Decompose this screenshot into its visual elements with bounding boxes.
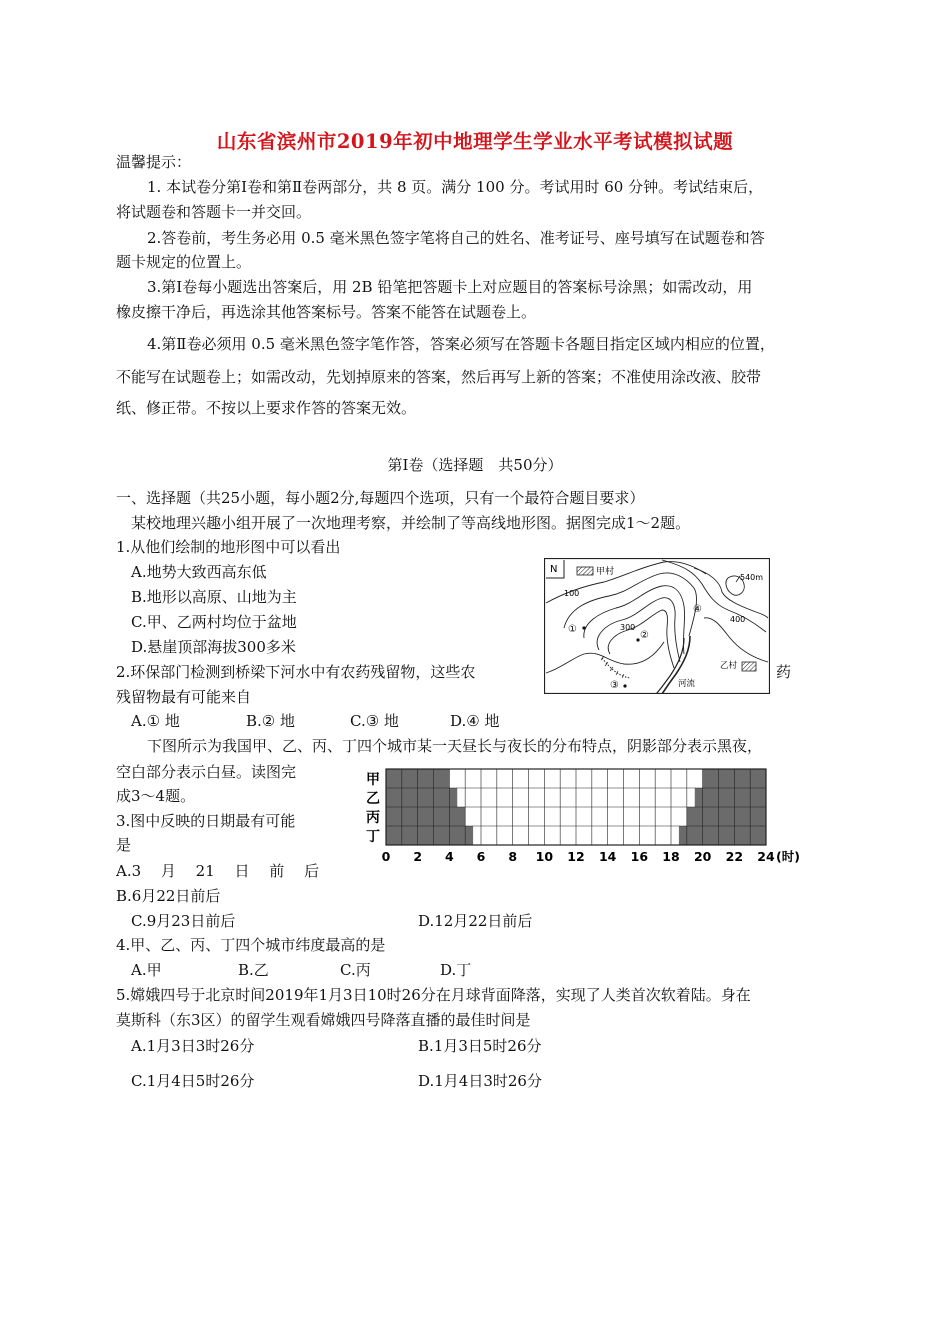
intro-q1-2: 某校地理兴趣小组开展了一次地理考察，并绘制了等高线地形图。据图完成1～2题。 bbox=[131, 514, 691, 532]
contour-100-label: 100 bbox=[564, 589, 580, 598]
q1-option-d: D.悬崖顶部海拔300多米 bbox=[131, 638, 296, 656]
notice-3-line-1: 3.第Ⅰ卷每小题选出答案后，用 2B 铅笔把答题卡上对应题目的答案标号涂黑；如需改动，用 bbox=[147, 278, 753, 296]
intro-q3-4-line-1: 下图所示为我国甲、乙、丙、丁四个城市某一天昼长与夜长的分布特点，阴影部分表示黑夜， bbox=[147, 737, 763, 755]
x-tick-label: 22 bbox=[725, 849, 744, 864]
night-bar-morning-3 bbox=[386, 826, 473, 845]
q3-option-c: C.9月23日前后 bbox=[131, 912, 236, 930]
q1-option-a: A.地势大致西高东低 bbox=[131, 563, 267, 581]
q2-option-a: A.① 地 bbox=[131, 712, 180, 730]
contour-400-label: 400 bbox=[730, 615, 746, 624]
q2-stem-line-2: 残留物最有可能来自 bbox=[116, 688, 252, 706]
night-bar-evening-2 bbox=[687, 807, 766, 826]
day-night-chart bbox=[360, 764, 810, 864]
q1-stem: 1.从他们绘制的地形图中可以看出 bbox=[116, 538, 341, 556]
x-tick-label: 24 bbox=[757, 849, 775, 864]
q3-option-b: B.6月22日前后 bbox=[116, 887, 221, 905]
contour-map bbox=[544, 558, 770, 694]
q5-stem-line-1: 5.嫦娥四号于北京时间2019年1月3日10时26分在月球背面降落，实现了人类首次软着陆。身在 bbox=[116, 986, 751, 1004]
x-tick-label: 16 bbox=[630, 849, 649, 864]
q4-option-b: B.乙 bbox=[238, 961, 269, 979]
point-2-label: ② bbox=[640, 630, 649, 641]
x-tick-label: 6 bbox=[476, 849, 486, 864]
x-tick-label: 18 bbox=[662, 849, 680, 864]
row-label-3: 丁 bbox=[366, 829, 380, 845]
contour-300-label: 300 bbox=[620, 623, 636, 632]
notice-4-line-3: 纸、修正带。不按以上要求作答的答案无效。 bbox=[116, 399, 417, 417]
night-bar-evening-3 bbox=[679, 826, 766, 845]
night-bar-morning-1 bbox=[386, 788, 457, 807]
notice-2-line-1: 2.答卷前，考生务必用 0.5 毫米黑色签字笔将自己的姓名、准考证号、座号填写在试题卷和答 bbox=[147, 229, 765, 247]
q5-option-b: B.1月3日5时26分 bbox=[418, 1037, 542, 1055]
x-tick-label: 4 bbox=[444, 849, 454, 864]
row-label-0: 甲 bbox=[366, 772, 380, 788]
q2-option-c: C.③ 地 bbox=[350, 712, 399, 730]
q4-option-c: C.丙 bbox=[340, 961, 371, 979]
q1-option-c: C.甲、乙两村均位于盆地 bbox=[131, 613, 297, 631]
q4-stem: 4.甲、乙、丙、丁四个城市纬度最高的是 bbox=[116, 936, 386, 954]
x-unit-label: (时) bbox=[776, 849, 800, 864]
north-label: N bbox=[550, 564, 558, 575]
notice-1-line-1: 1. 本试卷分第Ⅰ卷和第Ⅱ卷两部分，共 8 页。满分 100 分。考试用时 60 分钟。考试结束后， bbox=[147, 178, 764, 196]
yi-village-symbol bbox=[742, 662, 756, 671]
jia-village-symbol bbox=[577, 567, 593, 575]
intro-q3-4-line-2: 空白部分表示白昼。读图完 bbox=[116, 763, 297, 781]
jia-village-label: 甲村 bbox=[596, 567, 615, 577]
q5-stem-line-2: 莫斯科（东3区）的留学生观看嫦娥四号降落直播的最佳时间是 bbox=[116, 1011, 531, 1029]
point-1-label: ① bbox=[568, 624, 577, 635]
q1-option-b: B.地形以高原、山地为主 bbox=[131, 588, 297, 606]
yi-village-label: 乙村 bbox=[720, 661, 738, 671]
night-bar-evening-1 bbox=[695, 788, 766, 807]
q2-stem-tail: 药 bbox=[776, 663, 792, 681]
x-tick-label: 20 bbox=[693, 849, 712, 864]
notice-3-line-2: 橡皮擦干净后，再选涂其他答案标号。答案不能答在试题卷上。 bbox=[116, 303, 537, 321]
page-title: 山东省滨州市2019年初中地理学生学业水平考试模拟试题 bbox=[216, 130, 734, 153]
q5-option-d: D.1月4日3时26分 bbox=[418, 1072, 542, 1090]
notice-4-line-2: 不能写在试题卷上；如需改动，先划掉原来的答案，然后再写上新的答案；不准使用涂改液、胶带 bbox=[116, 368, 762, 386]
q4-option-a: A.甲 bbox=[131, 961, 162, 979]
part-one-heading: 一、选择题（共25小题，每小题2分,每题四个选项，只有一个最符合题目要求） bbox=[116, 489, 645, 507]
notice-heading: 温馨提示： bbox=[116, 153, 192, 171]
x-tick-label: 14 bbox=[598, 849, 617, 864]
q5-option-c: C.1月4日5时26分 bbox=[131, 1072, 255, 1090]
point-4-label: ④ bbox=[693, 604, 702, 615]
q3-stem-line-1: 3.图中反映的日期最有可能 bbox=[116, 812, 296, 830]
x-tick-label: 0 bbox=[381, 849, 391, 864]
point-3-label: ③ bbox=[610, 680, 619, 691]
row-label-2: 丙 bbox=[366, 810, 380, 826]
q2-option-b: B.② 地 bbox=[246, 712, 296, 730]
q2-option-d: D.④ 地 bbox=[450, 712, 500, 730]
q3-option-a: A.3 月 21 日 前 后 bbox=[116, 862, 320, 880]
notice-4-line-1: 4.第Ⅱ卷必须用 0.5 毫米黑色签字笔作答，答案必须写在答题卡各题目指定区域内相应的位置， bbox=[147, 335, 775, 353]
notice-2-line-2: 题卡规定的位置上。 bbox=[116, 253, 252, 271]
q3-stem-line-2: 是 bbox=[116, 836, 132, 854]
section-title: 第Ⅰ卷（选择题 共50分） bbox=[387, 456, 563, 474]
row-label-1: 乙 bbox=[366, 791, 380, 807]
q4-option-d: D.丁 bbox=[440, 961, 472, 979]
night-bar-morning-2 bbox=[386, 807, 465, 826]
q3-option-d: D.12月22日前后 bbox=[418, 912, 533, 930]
x-tick-label: 2 bbox=[413, 849, 423, 864]
q2-stem-line-1: 2.环保部门检测到桥梁下河水中有农药残留物，这些农 bbox=[116, 663, 476, 681]
notice-1-line-2: 将试题卷和答题卡一并交回。 bbox=[116, 203, 312, 221]
x-tick-label: 10 bbox=[535, 849, 554, 864]
q5-option-a: A.1月3日3时26分 bbox=[131, 1037, 255, 1055]
river-label: 河流 bbox=[678, 679, 696, 689]
intro-q3-4-line-3: 成3～4题。 bbox=[116, 787, 196, 805]
x-tick-label: 8 bbox=[508, 849, 518, 864]
x-tick-label: 12 bbox=[567, 849, 585, 864]
peak-label: 540m bbox=[740, 573, 764, 582]
